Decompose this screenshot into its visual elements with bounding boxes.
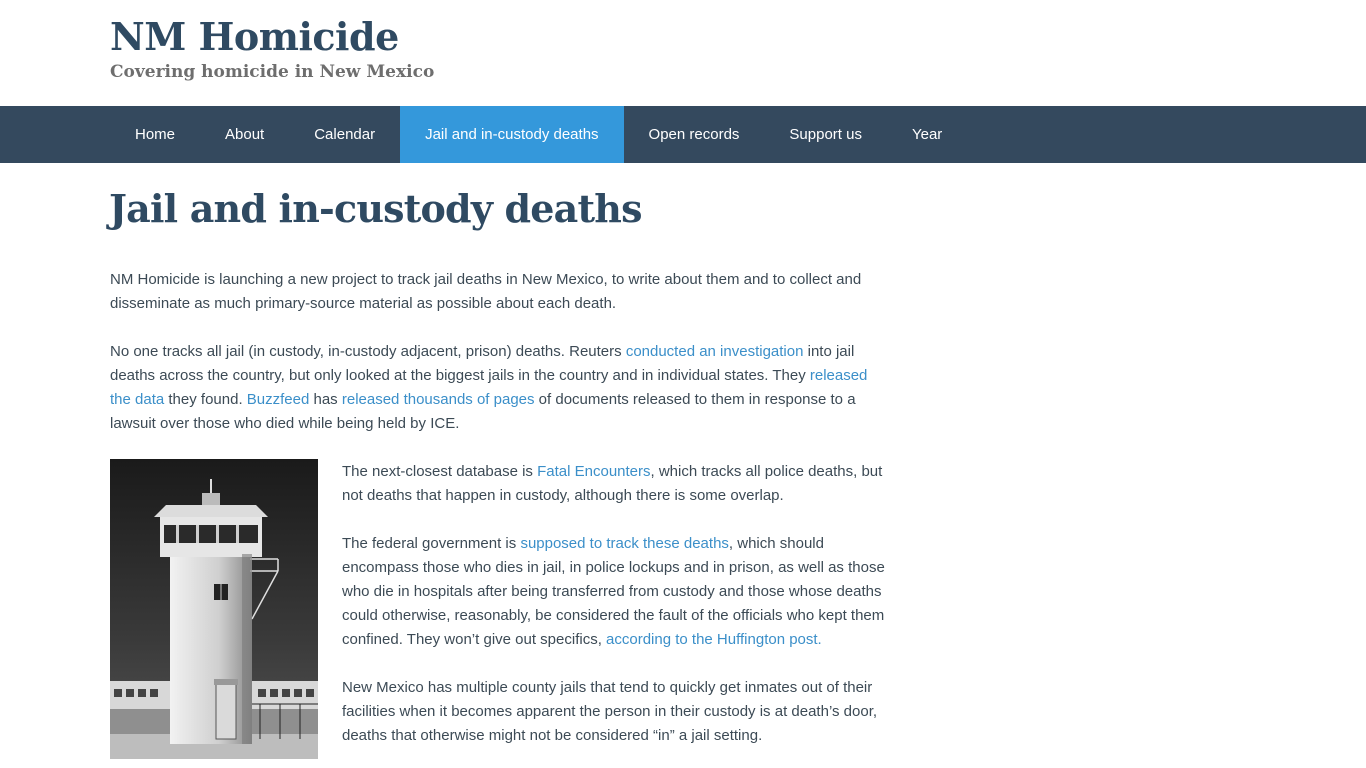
nav-item-jail-deaths[interactable]: Jail and in-custody deaths bbox=[400, 106, 623, 163]
link-released-data[interactable]: released the data bbox=[110, 367, 868, 408]
paragraph-text: , which tracks all police deaths, but not deaths that happen in custody, although there is some overlap. bbox=[342, 463, 883, 504]
paragraph-intro: NM Homicide is launching a new project to track jail deaths in New Mexico, to write about them and to collect and disseminate as much primary-source material as possible about each death. bbox=[110, 271, 862, 312]
nav-item-year[interactable]: Year bbox=[911, 126, 943, 143]
link-released-pages[interactable]: released thousands of pages bbox=[341, 391, 535, 408]
paragraph-text: they found. bbox=[164, 391, 247, 408]
paragraph-text: of documents released to them in response to a lawsuit over those who died while being held by ICE. bbox=[110, 391, 856, 432]
paragraph-fatal-encounters bbox=[342, 460, 892, 508]
paragraph-text: The federal government is bbox=[342, 535, 521, 552]
link-huffington-post[interactable]: according to the Huffington post. bbox=[606, 631, 822, 648]
paragraph-text: into jail deaths across the country, but only looked at the biggest jails in the country and in individual states. They bbox=[110, 343, 855, 384]
link-fatal-encounters[interactable]: Fatal Encounters bbox=[537, 463, 651, 480]
site-header bbox=[0, 0, 1366, 106]
main-nav bbox=[0, 106, 1366, 163]
paragraph-text: has bbox=[309, 391, 342, 408]
paragraph-text: , which should encompass those who dies in jail, in police lockups and in prison, as well as those who die in hospitals after being transferred from custody and those whose deaths could otherwise, reasonably, be considered the fault of the officials who kept them confined. They won’t give out specifics, bbox=[342, 535, 885, 648]
link-buzzfeed[interactable]: Buzzfeed bbox=[246, 391, 310, 408]
site-tagline: Covering homicide in New Mexico bbox=[110, 62, 435, 82]
link-supposed-to-track[interactable]: supposed to track these deaths bbox=[520, 535, 729, 552]
paragraph-text: The next-closest database is bbox=[342, 463, 538, 480]
nav-item-about[interactable]: About bbox=[225, 126, 265, 143]
paragraph-county-jails: New Mexico has multiple county jails that tend to quickly get inmates out of their facilities when it becomes apparent the person in their custody is at death’s door, deaths that otherwise might not be considered “in” a jail setting. bbox=[342, 679, 878, 744]
page-title: Jail and in-custody deaths bbox=[109, 186, 642, 231]
paragraph-tracking bbox=[110, 340, 890, 436]
nav-item-support-us[interactable]: Support us bbox=[789, 126, 862, 143]
site-title[interactable]: NM Homicide bbox=[110, 14, 399, 59]
nav-item-calendar[interactable]: Calendar bbox=[314, 126, 376, 143]
nav-item-open-records[interactable]: Open records bbox=[648, 126, 740, 143]
paragraph-federal-government bbox=[342, 532, 892, 652]
guard-tower-photo bbox=[110, 459, 318, 759]
link-reuters-investigation[interactable]: conducted an investigation bbox=[625, 343, 804, 360]
nav-item-home[interactable]: Home bbox=[135, 126, 176, 143]
paragraph-text: No one tracks all jail (in custody, in-custody adjacent, prison) deaths. Reuters bbox=[110, 343, 626, 360]
